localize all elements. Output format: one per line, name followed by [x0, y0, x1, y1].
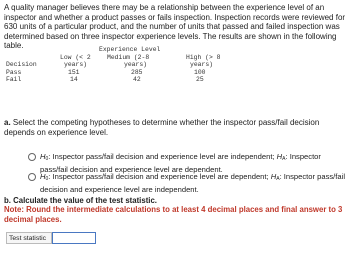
hypothesis-option-1[interactable] — [40, 152, 346, 174]
radio-button[interactable] — [28, 153, 36, 161]
option-1-h0-text: : Inspector pass/fail decision and experience level are independent; — [48, 152, 277, 161]
hypothesis-option-2[interactable] — [40, 172, 346, 194]
contingency-table — [6, 46, 306, 84]
part-a-text: Select the competing hypotheses to determine whether the inspector pass/fail decision depends on experience level. — [4, 118, 320, 137]
problem-intro: A quality manager believes there may be a relationship between the experience level of an inspector and whether a product passes or fails inspection. Inspection records were reviewed for 630 units of a particular product, and the number of units that passed and failed inspection was determined based on three inspector experience levels. The results are shown in the following table. — [4, 3, 346, 50]
table-row — [6, 69, 306, 77]
cell-fail-low: 14 — [70, 76, 78, 84]
col-header-medium: Medium (2-8 — [107, 53, 150, 61]
cell-fail-high: 25 — [196, 76, 204, 84]
col-header-low-2: years) — [64, 61, 88, 69]
cell-fail-medium: 42 — [133, 76, 141, 84]
table-header-row-2 — [6, 61, 306, 69]
h0-subscript: 0 — [45, 156, 49, 162]
part-b-text: Calculate the value of the test statistic. — [10, 196, 157, 205]
col-header-high-2: years) — [190, 61, 214, 69]
option-2-h0-text: : Inspector pass/fail decision and experience level are dependent; — [48, 172, 271, 181]
part-b-label: b. — [4, 196, 11, 205]
row-label-fail: Fail — [6, 76, 22, 84]
cell-pass-low: 151 — [68, 68, 80, 76]
col-header-medium-2: years) — [124, 61, 148, 69]
option-2-ha-text: : Inspector pass/fail decision and experience level are independent. — [40, 172, 346, 194]
table-row — [6, 76, 306, 84]
option-1-ha-text: : Inspector pass/fail decision and experience level are dependent. — [40, 152, 321, 174]
test-statistic-input[interactable] — [52, 232, 96, 244]
part-a-label: a. — [4, 118, 11, 127]
col-header-low: Low (< 2 — [60, 53, 91, 61]
ha-symbol: H — [276, 152, 283, 161]
row-header-decision: Decision — [6, 61, 37, 69]
part-a-prompt — [4, 118, 346, 137]
cell-pass-high: 100 — [194, 68, 206, 76]
ha-subscript: A — [282, 156, 286, 162]
row-label-pass: Pass — [6, 68, 22, 76]
h0-symbol: H — [40, 152, 46, 161]
ha-subscript: A — [276, 176, 280, 182]
test-statistic-label: Test statistic — [6, 232, 52, 244]
table-header-row-1 — [6, 54, 306, 62]
radio-button[interactable] — [28, 173, 36, 181]
part-b-prompt — [4, 196, 346, 224]
cell-pass-medium: 285 — [131, 68, 143, 76]
table-group-header: Experience Level — [99, 46, 161, 53]
h0-subscript: 0 — [45, 176, 49, 182]
rounding-note: Note: Round the intermediate calculations to at least 4 decimal places and final answer to 3 decimal places. — [4, 205, 343, 224]
h0-symbol: H — [40, 172, 46, 181]
ha-symbol: H — [270, 172, 277, 181]
col-header-high: High (> 8 — [186, 53, 221, 61]
table-group-header-row — [6, 46, 306, 54]
